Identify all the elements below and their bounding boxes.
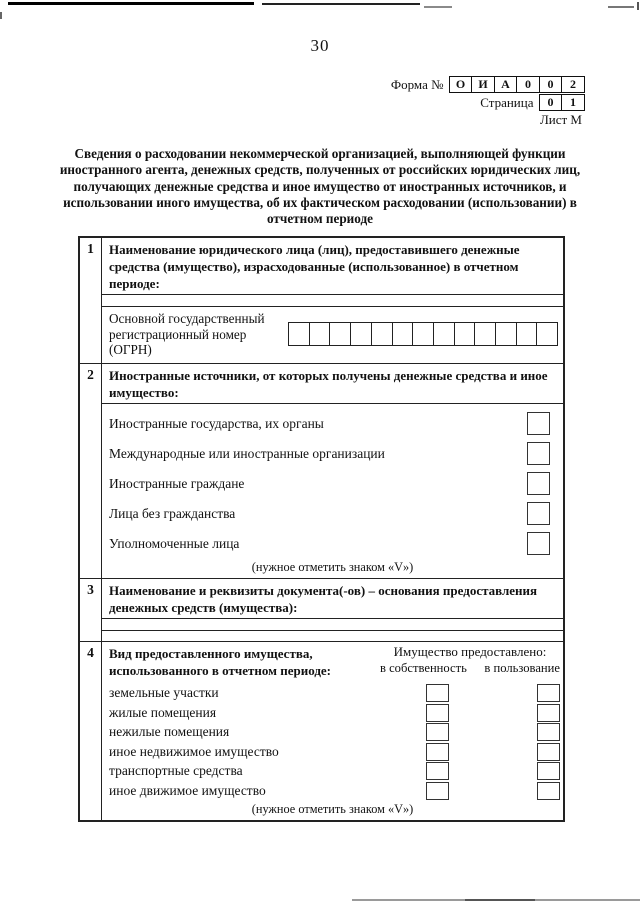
- page-code-row: [391, 94, 585, 111]
- form-code-cell: 2: [561, 76, 585, 93]
- ogrn-digit-cell[interactable]: [392, 322, 414, 346]
- residential-premises-ownership-checkbox[interactable]: [426, 704, 449, 722]
- form-code-cell: 0: [539, 76, 563, 93]
- land-plots-ownership-checkbox[interactable]: [426, 684, 449, 702]
- document-title: Сведения о расходовании некоммерческой организацией, выполняющей функции иностранного агента, денежных средств, полученных от российских юридических лиц, получающих денежные средства и иное имущество от иностранных источников, и использовании иного имущества, об их фактическом расходовании (использовании) в отчетном периоде: [59, 146, 581, 227]
- foreign-source-row: [102, 439, 563, 469]
- residential-premises-use-checkbox[interactable]: [537, 704, 560, 722]
- property-type-label: нежилые помещения: [109, 724, 230, 740]
- scan-artifact-top: [424, 6, 452, 8]
- ogrn-digit-cell[interactable]: [495, 322, 517, 346]
- form-code-cell: А: [494, 76, 518, 93]
- property-type-row: [102, 762, 563, 782]
- ogrn-digit-cell[interactable]: [288, 322, 310, 346]
- foreign-source-row: [102, 409, 563, 439]
- section-4-header: [102, 642, 563, 684]
- section-1: [80, 238, 563, 364]
- vehicles-ownership-checkbox[interactable]: [426, 762, 449, 780]
- property-type-row: [102, 703, 563, 723]
- foreign-source-label: Уполномоченные лица: [109, 535, 240, 551]
- property-type-row: [102, 684, 563, 704]
- ogrn-digit-cell[interactable]: [454, 322, 476, 346]
- other-movable-use-checkbox[interactable]: [537, 782, 560, 800]
- scan-artifact-bottom: [465, 899, 535, 901]
- ogrn-digit-cell[interactable]: [371, 322, 393, 346]
- scan-artifact-edge: [637, 2, 639, 10]
- property-type-row: [102, 742, 563, 762]
- ogrn-digit-cell[interactable]: [350, 322, 372, 346]
- property-type-label: земельные участки: [109, 685, 219, 701]
- foreign-source-label: Международные или иностранные организации: [109, 445, 385, 461]
- property-columns-header: [380, 644, 560, 676]
- form-table: [78, 236, 565, 822]
- ogrn-cells: [288, 322, 558, 346]
- foreign-source-row: [102, 529, 563, 559]
- property-type-label: иное недвижимое имущество: [109, 743, 279, 759]
- form-number-row: [391, 76, 585, 93]
- ogrn-digit-cell[interactable]: [433, 322, 455, 346]
- property-type-label: иное движимое имущество: [109, 782, 266, 798]
- ogrn-row: [102, 307, 563, 363]
- scan-artifact-edge: [0, 12, 2, 19]
- foreign-source-row: [102, 499, 563, 529]
- scan-artifact-top: [8, 2, 254, 5]
- section-4-number: 4: [80, 642, 102, 820]
- form-code-block: [391, 76, 585, 128]
- foreign-source-row: [102, 469, 563, 499]
- foreign-source-label: Иностранные граждане: [109, 475, 245, 491]
- section-2: [80, 364, 563, 579]
- page-code-cells: [539, 94, 586, 111]
- ogrn-digit-cell[interactable]: [309, 322, 331, 346]
- property-type-label: транспортные средства: [109, 763, 243, 779]
- land-plots-use-checkbox[interactable]: [537, 684, 560, 702]
- section-1-heading: Наименование юридического лица (лиц), предоставившего денежные средства (имущество), израсходованные (использованное) в отчетном периоде:: [102, 238, 563, 295]
- page-number: 30: [310, 36, 330, 55]
- document-details-field[interactable]: [102, 631, 563, 641]
- property-type-row: [102, 723, 563, 743]
- column-ownership-label: в собственность: [380, 660, 467, 675]
- authorized-persons-checkbox[interactable]: [527, 532, 550, 555]
- other-immovable-use-checkbox[interactable]: [537, 743, 560, 761]
- ogrn-digit-cell[interactable]: [412, 322, 434, 346]
- page-code-label: Страница: [480, 94, 534, 110]
- section-2-number: 2: [80, 364, 102, 578]
- section-1-number: 1: [80, 238, 102, 363]
- section-3-heading: Наименование и реквизиты документа(-ов) – основания предоставления денежных средств (имущества):: [102, 579, 563, 619]
- form-code-cell: О: [449, 76, 473, 93]
- other-immovable-ownership-checkbox[interactable]: [426, 743, 449, 761]
- nonresidential-premises-use-checkbox[interactable]: [537, 723, 560, 741]
- section-2-footnote: (нужное отметить знаком «V»): [251, 559, 414, 574]
- scan-artifact-top: [608, 6, 634, 8]
- foreign-source-label: Лица без гражданства: [109, 505, 236, 521]
- property-type-row: [102, 781, 563, 801]
- column-use-label: в пользование: [484, 660, 560, 675]
- section-4: [80, 642, 563, 820]
- ogrn-digit-cell[interactable]: [516, 322, 538, 346]
- page-code-cell: 0: [539, 94, 563, 111]
- section-4-heading: Вид предоставленного имущества, использованного в отчетном периоде:: [109, 645, 332, 678]
- page-code-cell: 1: [561, 94, 585, 111]
- sheet-label: Лист М: [539, 112, 582, 127]
- property-provided-label: Имущество предоставлено:: [393, 643, 547, 659]
- other-movable-ownership-checkbox[interactable]: [426, 782, 449, 800]
- legal-entity-name-field[interactable]: [102, 295, 563, 307]
- form-number-label: Форма №: [390, 76, 444, 92]
- document-details-field[interactable]: [102, 619, 563, 631]
- nonresidential-premises-ownership-checkbox[interactable]: [426, 723, 449, 741]
- ogrn-digit-cell[interactable]: [474, 322, 496, 346]
- form-code-cell: И: [471, 76, 495, 93]
- ogrn-digit-cell[interactable]: [329, 322, 351, 346]
- form-code-cell: 0: [516, 76, 540, 93]
- foreign-states-checkbox[interactable]: [527, 412, 550, 435]
- ogrn-digit-cell[interactable]: [536, 322, 558, 346]
- stateless-persons-checkbox[interactable]: [527, 502, 550, 525]
- form-code-cells: [449, 76, 586, 93]
- section-3-number: 3: [80, 579, 102, 641]
- section-3: [80, 579, 563, 642]
- ogrn-label: Основной государственный регистрационный номер (ОГРН): [109, 311, 265, 357]
- vehicles-use-checkbox[interactable]: [537, 762, 560, 780]
- scan-artifact-top: [262, 3, 420, 5]
- section-4-footnote: (нужное отметить знаком «V»): [251, 801, 414, 816]
- property-type-label: жилые помещения: [109, 704, 217, 720]
- international-orgs-checkbox[interactable]: [527, 442, 550, 465]
- section-2-heading: Иностранные источники, от которых получены денежные средства и иное имущество:: [102, 364, 563, 404]
- foreign-source-label: Иностранные государства, их органы: [109, 415, 324, 431]
- foreign-citizens-checkbox[interactable]: [527, 472, 550, 495]
